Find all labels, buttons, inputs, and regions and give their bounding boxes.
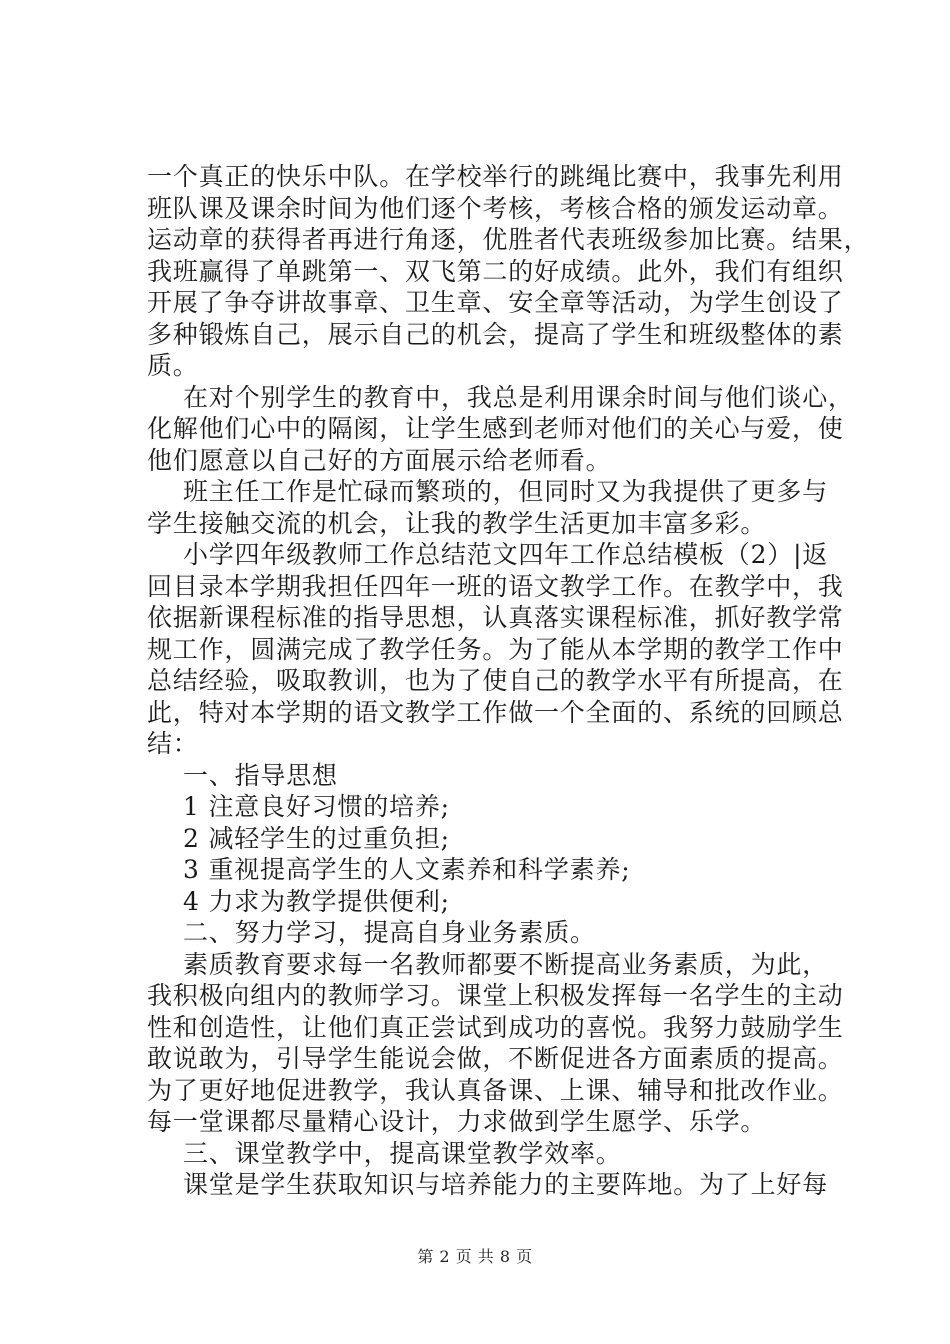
text-line: 素质教育要求每一名教师都要不断提高业务素质，为此， <box>183 949 829 979</box>
text-line: 运动章的获得者再进行角逐，优胜者代表班级参加比赛。结果， <box>147 225 870 254</box>
text-line: 每一堂课都尽量精心设计，力求做到学生愿学、乐学。 <box>147 1107 767 1136</box>
text-line: 我积极向组内的教师学习。课堂上积极发挥每一名学生的主动 <box>147 981 844 1010</box>
text-line: 课堂是学生获取知识与培养能力的主要阵地。为了上好每 <box>183 1170 829 1199</box>
text-line: 此，特对本学期的语文教学工作做一个全面的、系统的回顾总 <box>147 697 844 727</box>
text-line: 一个真正的快乐中队。在学校举行的跳绳比赛中，我事先利用 <box>147 162 844 191</box>
section-heading: 二、努力学习，提高自身业务素质。 <box>183 918 596 947</box>
text-line: 质。 <box>147 351 199 380</box>
list-item: 4 力求为教学提供便利; <box>183 886 450 916</box>
text-line: 依据新课程标准的指导思想，认真落实课程标准，抓好教学常 <box>147 603 844 632</box>
text-line: 回目录本学期我担任四年一班的语文教学工作。在教学中，我 <box>147 571 844 601</box>
text-line: 我班赢得了单跳第一、双飞第二的好成绩。此外，我们有组织 <box>147 256 844 286</box>
list-item: 3 重视提高学生的人文素养和科学素养; <box>183 855 631 884</box>
section-heading: 一、指导思想 <box>183 760 338 790</box>
text-line: 性和创造性，让他们真正尝试到成功的喜悦。我努力鼓励学生 <box>147 1012 844 1042</box>
text-line: 总结经验，吸取教训，也为了使自己的教学水平有所提高，在 <box>147 666 844 695</box>
text-line: 多种锻炼自己，展示自己的机会，提高了学生和班级整体的素 <box>147 319 844 349</box>
list-item: 1 注意良好习惯的培养; <box>183 792 450 821</box>
text-line: 规工作，圆满完成了教学任务。为了能从本学期的教学工作中 <box>147 634 844 664</box>
text-line: 他们愿意以自己好的方面展示给老师看。 <box>147 445 612 475</box>
text-line: 化解他们心中的隔阂，让学生感到老师对他们的关心与爱，使 <box>147 414 844 443</box>
text-line: 班主任工作是忙碌而繁琐的，但同时又为我提供了更多与 <box>183 477 829 506</box>
page-footer: 第 2 页 共 8 页 <box>417 1247 533 1266</box>
text-line: 学生接触交流的机会，让我的教学生活更加丰富多彩。 <box>147 508 767 538</box>
text-line: 小学四年级教师工作总结范文四年工作总结模板（2）|返 <box>183 540 829 569</box>
section-heading: 三、课堂教学中，提高课堂教学效率。 <box>183 1138 622 1168</box>
text-line: 敢说敢为，引导学生能说会做，不断促进各方面素质的提高。 <box>147 1044 844 1073</box>
text-line: 为了更好地促进教学，我认真备课、上课、辅导和批改作业。 <box>147 1075 844 1105</box>
text-line: 结： <box>147 729 199 758</box>
text-line: 在对个别学生的教育中，我总是利用课余时间与他们谈心， <box>183 382 854 412</box>
text-line: 开展了争夺讲故事章、卫生章、安全章等活动，为学生创设了 <box>147 288 844 317</box>
text-line: 班队课及课余时间为他们逐个考核，考核合格的颁发运动章。 <box>147 193 844 223</box>
list-item: 2 减轻学生的过重负担; <box>183 823 450 853</box>
